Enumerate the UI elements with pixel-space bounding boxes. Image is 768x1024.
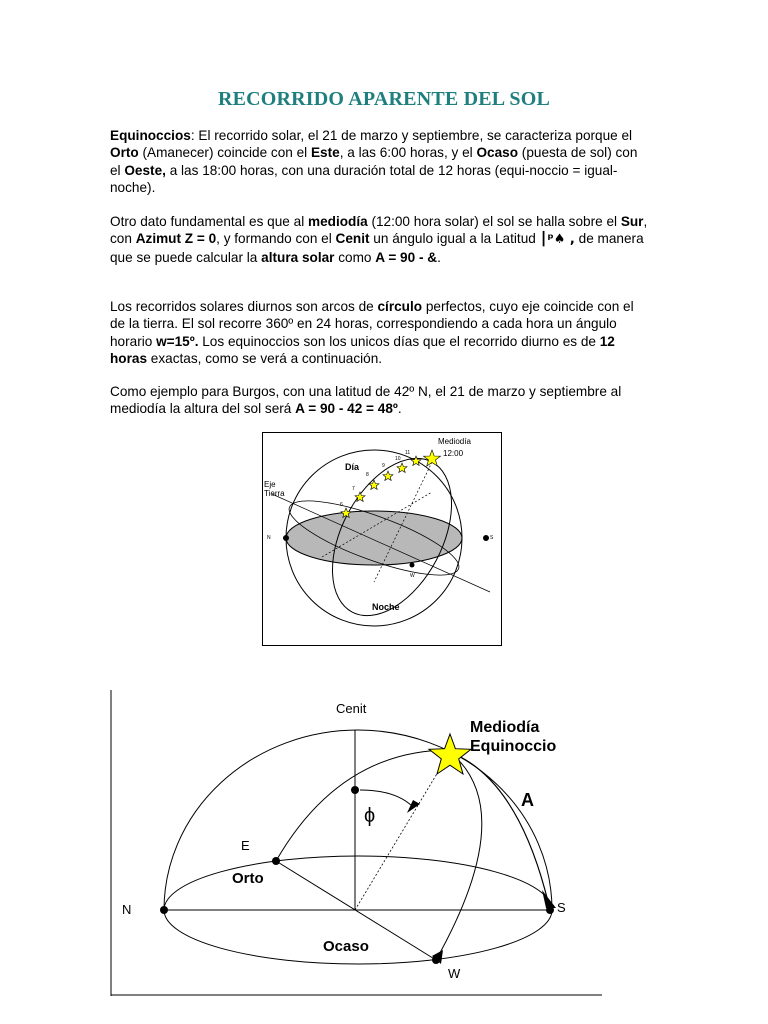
text: a las 18:00 horas, con una duración total de 12 horas (equi-noccio = igual-noche). xyxy=(110,162,618,196)
hour-label-8: 8 xyxy=(366,472,369,478)
text: , a las 6:00 horas, y el xyxy=(339,145,477,161)
hour-label-6: 6 xyxy=(340,502,343,508)
term-orto: Orto xyxy=(110,145,139,161)
solar-path-afternoon xyxy=(436,752,482,960)
paragraph-burgos xyxy=(110,383,650,418)
fig1-hora-label: 12:00 xyxy=(443,449,464,458)
celestial-sphere-figure xyxy=(262,432,502,646)
text: perfectos, cuyo eje coincide con el de la tierra. El sol recorre 360º en 24 horas, correspondiendo a cada hora un ángulo horario xyxy=(110,299,634,349)
fig2-orto-label: Orto xyxy=(232,870,264,887)
fig1-n-label: N xyxy=(267,535,271,541)
south-point xyxy=(546,906,554,914)
text: exactas, como se verá a continuación. xyxy=(147,351,383,367)
term-12-horas: 12 horas xyxy=(110,333,615,367)
text: (12:00 hora solar) el sol se halla sobre el xyxy=(367,214,621,229)
hour-label-7: 7 xyxy=(352,486,355,492)
paragraph-mediodia xyxy=(110,213,650,266)
hour-label-11: 11 xyxy=(405,450,411,456)
text: como xyxy=(334,249,376,265)
fig2-ocaso-label: Ocaso xyxy=(323,938,369,955)
north-point xyxy=(160,906,168,914)
term-este: Este xyxy=(310,145,340,161)
latitude-symbol: ⎮ᵖ♠ , xyxy=(539,232,575,248)
text: . xyxy=(397,401,402,417)
text: Como ejemplo para Burgos, con una latitud de 42º N, el 21 de marzo y septiembre al mediodía la altura del sol será xyxy=(110,384,622,417)
text: : El recorrido solar, el 21 de marzo y septiembre, se caracteriza porque el xyxy=(190,128,633,143)
formula-altura: A = 90 - & xyxy=(375,249,438,265)
page-title: RECORRIDO APARENTE DEL SOL xyxy=(217,88,551,110)
term-altura-solar: altura solar xyxy=(261,249,335,265)
fig2-s-label: S xyxy=(557,900,566,915)
fig2-e-label: E xyxy=(241,838,250,853)
west-point xyxy=(432,956,440,964)
fig2-cenit-label: Cenit xyxy=(336,701,367,716)
text: (puesta de sol) con el xyxy=(110,145,638,178)
term-equinoccios: Equinoccios xyxy=(110,128,191,143)
fig2-w-label: W xyxy=(448,966,461,981)
meridian-arc xyxy=(450,752,550,910)
term-azimut: Azimut Z = 0 xyxy=(135,231,217,247)
fig2-a-label: A xyxy=(521,790,534,810)
fig2-mediodia-label: Mediodía xyxy=(470,719,540,736)
term-sur: Sur xyxy=(620,214,644,229)
fig1-noche-label: Noche xyxy=(372,602,400,612)
term-mediodia: mediodía xyxy=(308,214,368,229)
phi-arc xyxy=(360,790,412,806)
dome-arc xyxy=(164,730,552,910)
zenith-point xyxy=(351,786,359,794)
hour-label-9: 9 xyxy=(382,463,385,469)
text: , y formando con el xyxy=(216,231,336,247)
text: Otro dato fundamental es que al xyxy=(110,214,308,229)
text: Los equinoccios son los unicos días que el recorrido diurno es de xyxy=(198,333,600,349)
horizon-plane xyxy=(286,511,462,565)
text: un ángulo igual a la Latitud xyxy=(369,231,540,247)
solar-path-morning xyxy=(276,750,450,861)
term-ocaso: Ocaso xyxy=(476,145,519,161)
east-point xyxy=(272,857,280,865)
hemisphere-figure xyxy=(110,690,610,1000)
fig1-w-label: W xyxy=(410,573,415,579)
text: de manera que se puede calcular la xyxy=(110,231,644,265)
fig1-mediodia-label: Mediodía xyxy=(438,437,471,446)
hour-label-10: 10 xyxy=(395,456,401,462)
fig1-s-label: S xyxy=(490,535,494,541)
west-point xyxy=(410,563,415,568)
formula-burgos: A = 90 - 42 = 48º xyxy=(295,401,398,417)
term-cenit: Cenit xyxy=(335,231,370,247)
term-oeste: Oeste, xyxy=(124,162,166,178)
fig2-n-label: N xyxy=(122,902,132,917)
sun-ray-line xyxy=(355,752,450,910)
fig1-tierra-label: Tierra xyxy=(264,489,285,498)
a-arrowhead-icon xyxy=(542,890,556,908)
text: Los recorridos solares diurnos son arcos de xyxy=(110,299,378,314)
fig1-dia-label: Día xyxy=(345,462,360,472)
phi-arrowhead-icon xyxy=(407,800,420,813)
term-angulo-horario: w=15º. xyxy=(156,333,199,349)
text: (Amanecer) coincide con el xyxy=(138,145,311,161)
text: . xyxy=(437,249,441,265)
paragraph-recorridos xyxy=(110,298,650,368)
text: , con xyxy=(110,214,648,247)
fig2-phi-label: ϕ xyxy=(364,805,376,827)
south-point xyxy=(483,535,489,541)
paragraph-equinoccios xyxy=(110,127,650,197)
fig1-eje-label: Eje xyxy=(264,480,276,489)
fig2-equinoccio-label: Equinoccio xyxy=(470,738,557,755)
term-circulo: círculo xyxy=(377,299,423,314)
north-point xyxy=(283,535,289,541)
